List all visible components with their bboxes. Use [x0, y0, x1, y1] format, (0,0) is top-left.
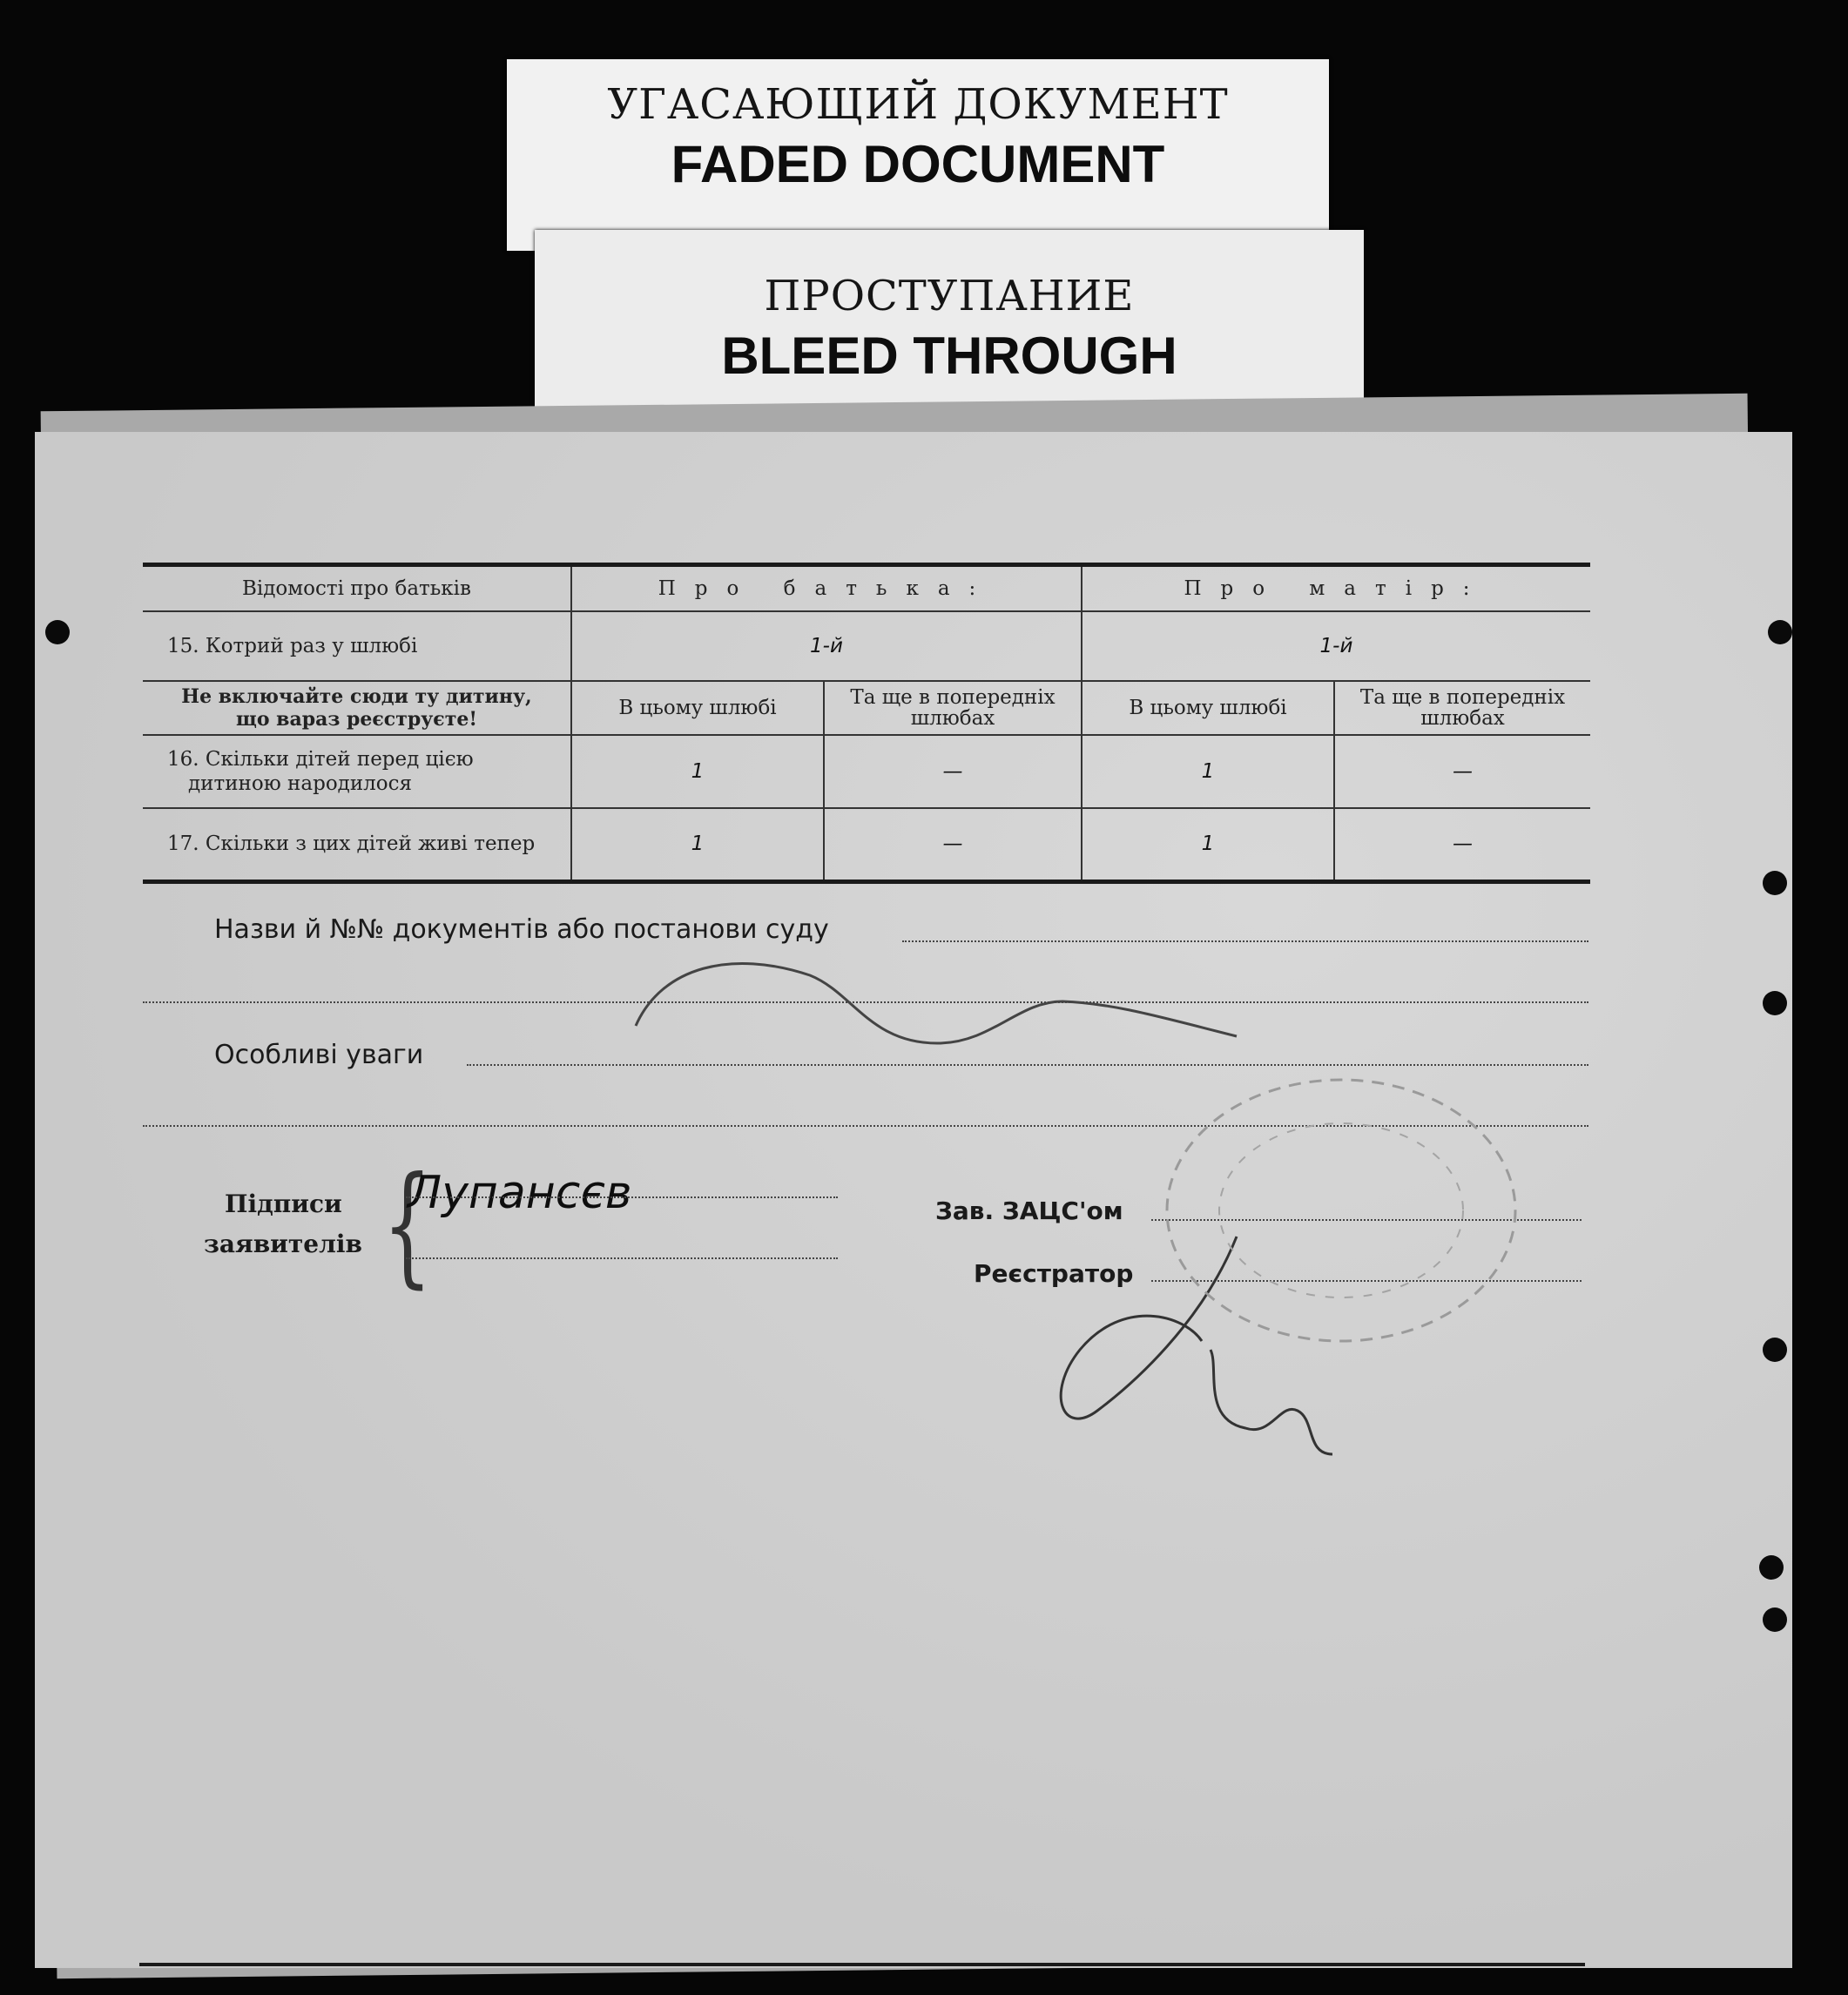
signature-dotted-line-2 — [406, 1257, 838, 1259]
bleed-through-card — [535, 230, 1364, 425]
row-16-label-line1: 16. Скільки дітей перед цією — [167, 748, 474, 771]
faded-document-label-en: FADED DOCUMENT — [671, 135, 1165, 193]
punch-hole — [1763, 871, 1787, 895]
table-header-label: Відомості про батьків — [242, 577, 471, 600]
punch-hole — [1763, 991, 1787, 1015]
row-15-father-value: 1-й — [571, 611, 1082, 681]
father-previous-header: Та ще в попередніх шлюбах — [824, 681, 1082, 735]
row-16-label — [143, 735, 571, 808]
documents-label: Назви й №№ документів або постанови суду — [214, 914, 829, 945]
row-17-father-this: 1 — [571, 808, 824, 881]
punch-hole — [1759, 1555, 1784, 1580]
father-this-marriage-header: В цьому шлюбі — [571, 681, 824, 735]
faded-document-label-ru: УГАСАЮЩИЙ ДОКУМЕНТ — [607, 80, 1229, 129]
row-17-label: 17. Скільки з цих дітей живі тепер — [167, 832, 536, 856]
bleed-through-label-ru: ПРОСТУПАНИЕ — [764, 272, 1135, 320]
bleed-through-label-en: BLEED THROUGH — [721, 327, 1177, 385]
exclude-child-note-line2: що вараз реєструєте! — [236, 708, 477, 731]
signature-dotted-line-1 — [406, 1196, 838, 1198]
faded-stamp — [1132, 1054, 1550, 1367]
parents-table — [143, 563, 1590, 884]
punch-hole — [1768, 620, 1792, 644]
punch-hole — [1763, 1338, 1787, 1362]
registrar-label: Реєстратор — [974, 1259, 1134, 1288]
mother-previous-header: Та ще в попередніх шлюбах — [1334, 681, 1590, 735]
bottom-rule — [139, 1963, 1585, 1966]
exclude-child-note — [143, 681, 571, 735]
remarks-label: Особливі уваги — [214, 1040, 424, 1070]
row-15-label: 15. Котрий раз у шлюбі — [167, 635, 418, 657]
head-of-registry-label: Зав. ЗАЦС'ом — [935, 1196, 1123, 1225]
signatures-brace: { — [382, 1149, 433, 1301]
signatures-label-line2: заявителів — [204, 1230, 362, 1258]
row-15-mother-value: 1-й — [1082, 611, 1590, 681]
signatures-label-line1: Підписи — [225, 1190, 342, 1218]
punch-hole — [1763, 1607, 1787, 1632]
row-16-mother-prev: — — [1334, 735, 1590, 808]
mother-this-marriage-header: В цьому шлюбі — [1082, 681, 1334, 735]
row-17-mother-this: 1 — [1082, 808, 1334, 881]
exclude-child-note-line1: Не включайте сюди ту дитину, — [181, 685, 532, 708]
row-16-father-prev: — — [824, 735, 1082, 808]
row-17-father-prev: — — [824, 808, 1082, 881]
row-16-label-line2: дитиною народилося — [188, 772, 413, 795]
faded-document-card — [507, 59, 1329, 251]
row-17-mother-prev: — — [1334, 808, 1590, 881]
father-column-header: Про батька: — [571, 565, 1082, 612]
applicant-signature: Лупансєв — [408, 1167, 632, 1219]
cancel-stroke — [610, 940, 1271, 1062]
row-16-father-this: 1 — [571, 735, 824, 808]
mother-column-header: Про матір: — [1082, 565, 1590, 612]
punch-hole — [45, 620, 70, 644]
row-16-mother-this: 1 — [1082, 735, 1334, 808]
